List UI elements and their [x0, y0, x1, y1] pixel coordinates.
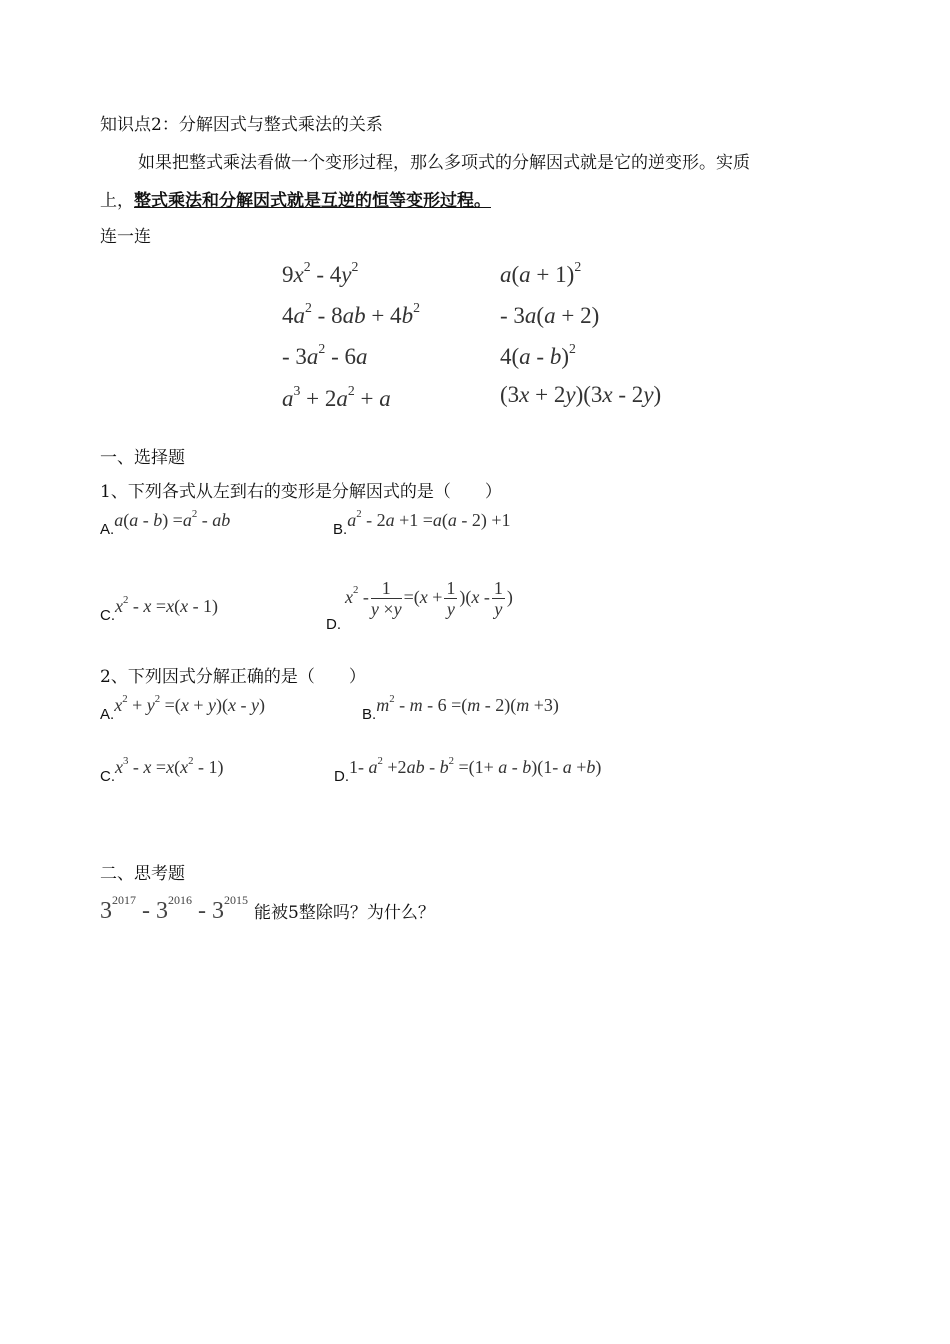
q1-b-formula: $a^2 - 2a +1 =a(a - 2) +1$: [347, 507, 511, 530]
q2-option-a: [100, 692, 265, 724]
q2-d-formula: 1- $a^2 +2ab - b^2 =(1+ a - b)(1-$ a +b): [349, 754, 602, 777]
q1-option-b: [333, 507, 511, 539]
option-label: B.: [362, 706, 377, 723]
think-question-text: 能被5整除吗？为什么？: [254, 903, 435, 923]
think-question: [100, 893, 435, 925]
option-label: D.: [334, 768, 349, 785]
match-left-3: - $3a^2 - 6a$: [282, 340, 368, 369]
q1-c-formula: $x^2 - x =x(x - 1)$: [115, 593, 219, 616]
q1-d-formula: $x^2$ - $\frac{1}{y \times y}$ =(x + $\frac{1}{y}$ )(x - $\frac{1}{y}$ ): [345, 578, 513, 619]
option-label: C.: [100, 607, 115, 624]
option-label: D.: [326, 615, 341, 633]
option-label: B.: [333, 521, 348, 538]
match-left-2: $4a^2 - 8ab + 4b^2$: [282, 299, 420, 328]
match-right-2: - 3a(a + 2): [500, 303, 600, 328]
option-label: A.: [100, 521, 115, 538]
paragraph-line-1: 如果把整式乘法看做一个变形过程，那么多项式的分解因式就是它的逆变形。实质: [138, 153, 750, 173]
q1-stem: 1、下列各式从左到右的变形是分解因式的是（ ）: [100, 482, 502, 502]
match-left-1: $9x^2 - 4y^2$: [282, 258, 359, 287]
key-statement: 整式乘法和分解因式就是互逆的恒等变形过程。: [134, 191, 491, 211]
q2-c-formula: $x^3 - x =x(x^2 - 1)$: [115, 754, 224, 777]
q1-a-formula: $a(a - b) =a^2$ - ab: [114, 507, 231, 530]
section-title: 知识点2：分解因式与整式乘法的关系: [100, 115, 383, 135]
q1-option-c: [100, 593, 219, 625]
match-right-3: 4(a - b)$^2$: [500, 340, 576, 369]
match-right-1: $a(a + 1)^2$: [500, 258, 582, 287]
part2-title: 二、思考题: [100, 864, 185, 884]
match-title: 连一连: [100, 227, 151, 247]
q1-option-a: [100, 507, 231, 539]
q2-b-formula: $m^2 - m - 6 =(m - 2)(m +3)$: [376, 692, 559, 715]
part1-title: 一、选择题: [100, 448, 185, 468]
match-right-4: (3x + 2y)(3x - 2y): [500, 382, 662, 407]
option-label: A.: [100, 706, 115, 723]
paragraph-prefix: 上，: [100, 191, 134, 211]
power-expression: $3^{2017} - 3^{2016} - 3^{2015}$: [100, 893, 248, 924]
q2-option-b: [362, 692, 559, 724]
paragraph-line-2: [100, 190, 491, 212]
match-left-4: $a^3 + 2a^2 + a$: [282, 382, 391, 411]
q2-option-c: [100, 754, 224, 786]
q1-option-d: [326, 578, 513, 633]
option-label: C.: [100, 768, 115, 785]
q2-stem: 2、下列因式分解正确的是（ ）: [100, 667, 366, 687]
q2-a-formula: $x^2 + y^2 =(x + y)(x - y)$: [114, 692, 265, 715]
q2-option-d: [334, 754, 602, 786]
